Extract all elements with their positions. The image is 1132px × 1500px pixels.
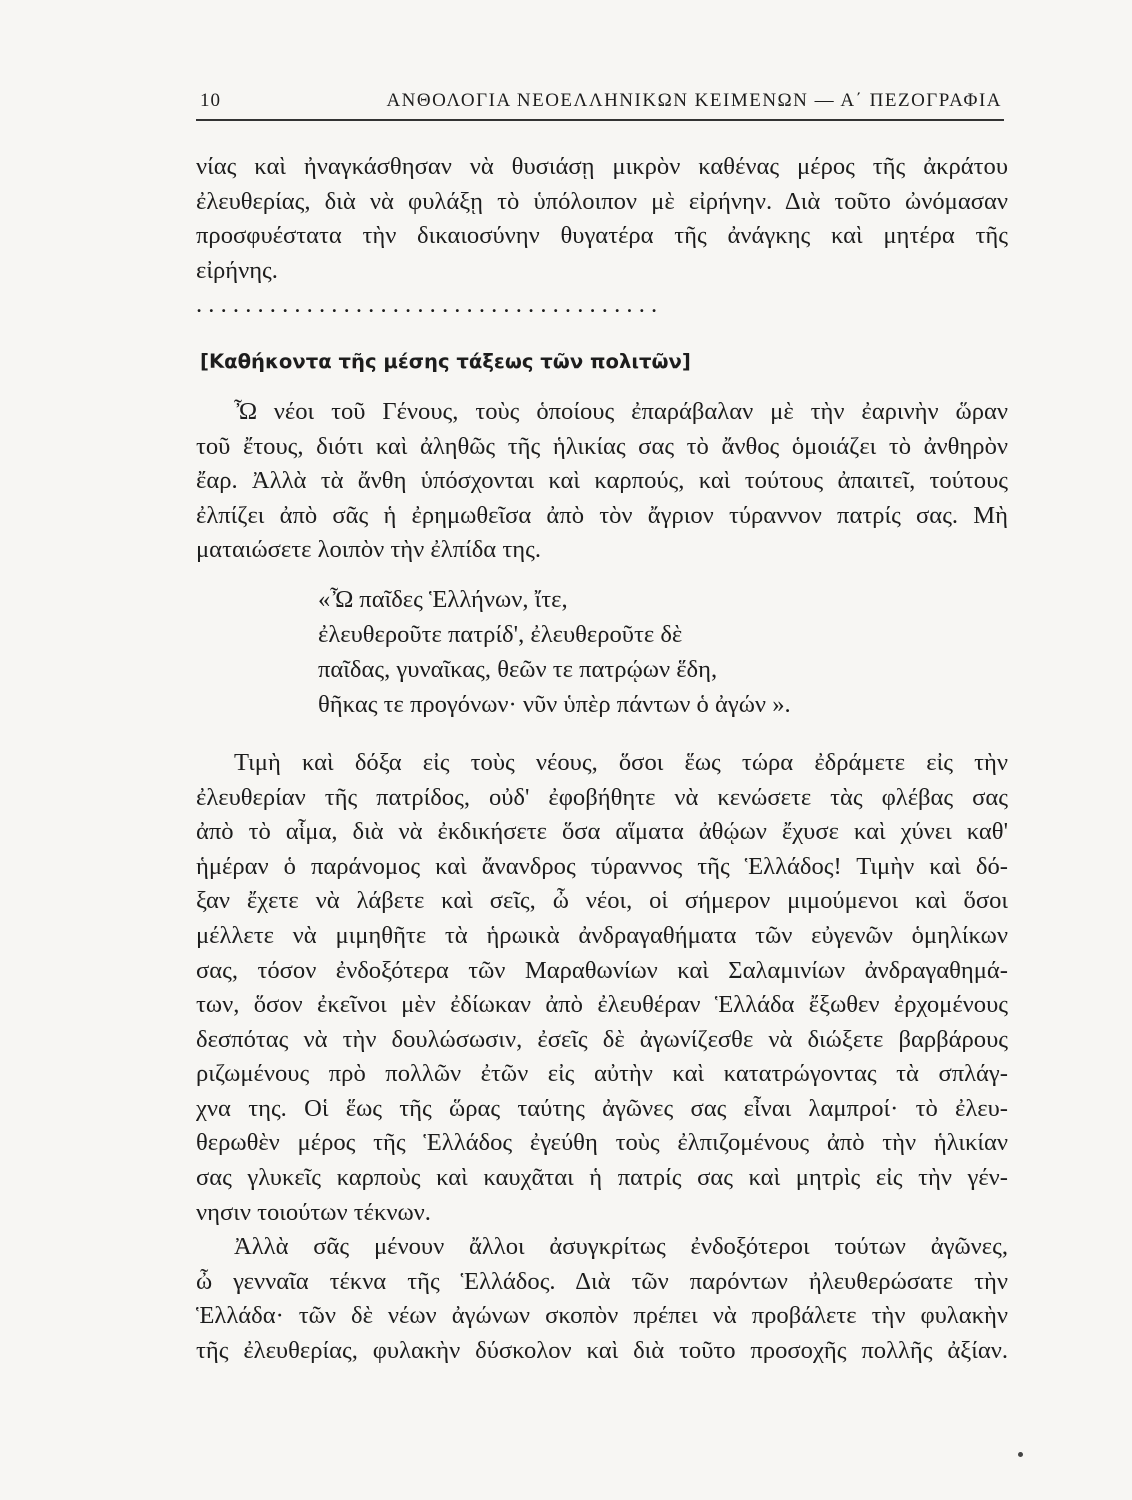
text-line: σας γλυκεῖς καρποὺς καὶ καυχᾶται ἡ πατρίς σας καὶ μητρὶς εἰς τὴν γέν- [196,1164,1008,1192]
text-line: ὦ γενναῖα τέκνα τῆς Ἑλλάδος. Διὰ τῶν παρόντων ἠλευθερώσατε τὴν [196,1267,1008,1295]
text-line: Ἀλλὰ σᾶς μένουν ἄλλοι ἀσυγκρίτως ἐνδοξότεροι τούτων ἀγῶνες, [234,1233,1008,1261]
paragraph-2 [196,395,1008,568]
text-line: ἀπὸ τὸ αἷμα, διὰ νὰ ἐκδικήσετε ὅσα αἵματα ἀθῴων ἔχυσε καὶ χύνει καθ' [196,818,1008,846]
verse-line: «Ὦ παῖδες Ἑλλήνων, ἴτε, [318,585,568,613]
text-line: ριζωμένους πρὸ πολλῶν ἐτῶν εἰς αὐτὴν καὶ κατατρώγοντας τὰ σπλάγ- [196,1060,1008,1088]
text-line: σας, τόσον ἐνδοξότερα τῶν Μαραθωνίων καὶ Σαλαμινίων ἀνδραγαθημά- [196,956,1008,984]
text-line: εἰρήνης. [196,256,278,284]
text-line: θερωθὲν μέρος τῆς Ἑλλάδος ἐγεύθη τοὺς ἐλπιζομένους ἀπὸ τὴν ἡλικίαν [196,1129,1008,1157]
body-text [196,150,1008,1369]
text-line: ματαιώσετε λοιπὸν τὴν ἐλπίδα της. [196,536,541,564]
text-line: νησιν τοιούτων τέκνων. [196,1198,431,1226]
text-line: μέλλετε νὰ μιμηθῆτε τὰ ἡρωικὰ ἀνδραγαθήματα τῶν εὐγενῶν ὁμηλίκων [196,921,1008,949]
text-line: των, ὅσον ἐκεῖνοι μὲν ἐδίωκαν ἀπὸ ἐλευθέραν Ἑλλάδα ἔξωθεν ἐρχομένους [196,991,1008,1019]
text-line: χνα της. Οἱ ἕως τῆς ὥρας ταύτης ἀγῶνες σας εἶναι λαμπροί· τὸ ἐλευ- [196,1094,1008,1122]
text-line: Ὦ νέοι τοῦ Γένους, τοὺς ὁποίους ἐπαράβαλαν μὲ τὴν ἐαρινὴν ὥραν [234,397,1008,425]
ellipsis-line: . . . . . . . . . . . . . . . . . . . . . . . . . . . . . . . . . . . . . . [196,291,658,319]
verse-line: ἐλευθεροῦτε πατρίδ', ἐλευθεροῦτε δὲ [318,620,683,648]
verse-quote [196,582,1008,722]
text-line: ἐλευθερίας, διὰ νὰ φυλάξῃ τὸ ὑπόλοιπον μὲ εἰρήνην. Διὰ τοῦτο ὠνόμασαν [196,187,1008,215]
verse-line: θῆκας τε προγόνων· νῦν ὑπὲρ πάντων ὁ ἀγών ». [318,690,791,718]
text-line: νίας καὶ ἠναγκάσθησαν νὰ θυσιάσῃ μικρὸν καθένας μέρος τῆς ἀκράτου [196,153,1008,180]
text-line: Τιμὴ καὶ δόξα εἰς τοὺς νέους, ὅσοι ἕως τώρα ἐδράμετε εἰς τὴν [234,748,1008,776]
text-line: ἔαρ. Ἀλλὰ τὰ ἄνθη ὑπόσχονται καὶ καρπούς, καὶ τούτους ἀπαιτεῖ, τούτους [196,467,1008,495]
text-line: ἐλπίζει ἀπὸ σᾶς ἡ ἐρημωθεῖσα ἀπὸ τὸν ἄγριον τύραννον πατρίς σας. Μὴ [196,501,1008,529]
text-line: ἡμέραν ὁ παράνομος καὶ ἄνανδρος τύραννος τῆς Ἑλλάδος! Τιμὴν καὶ δό- [196,852,1008,880]
verse-line: παῖδας, γυναῖκας, θεῶν τε πατρῴων ἕδη, [318,655,718,683]
paragraph-1 [196,150,1008,288]
text-line: δεσπότας νὰ τὴν δουλώσωσιν, ἐσεῖς δὲ ἀγωνίζεσθε νὰ διώξετε βαρβάρους [196,1025,1008,1053]
running-title: ΑΝΘΟΛΟΓΙΑ ΝΕΟΕΛΛΗΝΙΚΩΝ ΚΕΙΜΕΝΩΝ — Α΄ ΠΕΖΟΓΡΑΦΙΑ [386,90,1002,111]
header-rule [196,119,1004,121]
page-number: 10 [200,90,221,111]
text-line: ξαν ἔχετε νὰ λάβετε καὶ σεῖς, ὦ νέοι, οἱ σήμερον μιμούμενοι καὶ ὅσοι [196,887,1008,915]
paragraph-4 [196,1230,1008,1368]
text-line: τοῦ ἔτους, διότι καὶ ἀληθῶς τῆς ἡλικίας σας τὸ ἄνθος ὁμοιάζει τὸ ἀνθηρὸν [196,432,1008,460]
text-line: τῆς ἐλευθερίας, φυλακὴν δύσκολον καὶ διὰ τοῦτο προσοχῆς πολλῆς ἀξίαν. [196,1337,1008,1365]
section-heading: [Καθήκοντα τῆς μέσης τάξεως τῶν πολιτῶν] [200,349,691,373]
text-line: Ἑλλάδα· τῶν δὲ νέων ἀγώνων σκοπὸν πρέπει νὰ προβάλετε τὴν φυλακὴν [196,1302,1008,1330]
text-line: προσφυέστατα τὴν δικαιοσύνην θυγατέρα τῆς ἀνάγκης καὶ μητέρα τῆς [196,222,1008,250]
stray-dot-mark [1018,1452,1023,1457]
paragraph-3 [196,746,1008,1230]
text-line: ἐλευθερίαν τῆς πατρίδος, οὐδ' ἐφοβήθητε νὰ κενώσετε τὰς φλέβας σας [196,783,1008,811]
running-header [196,88,1004,118]
